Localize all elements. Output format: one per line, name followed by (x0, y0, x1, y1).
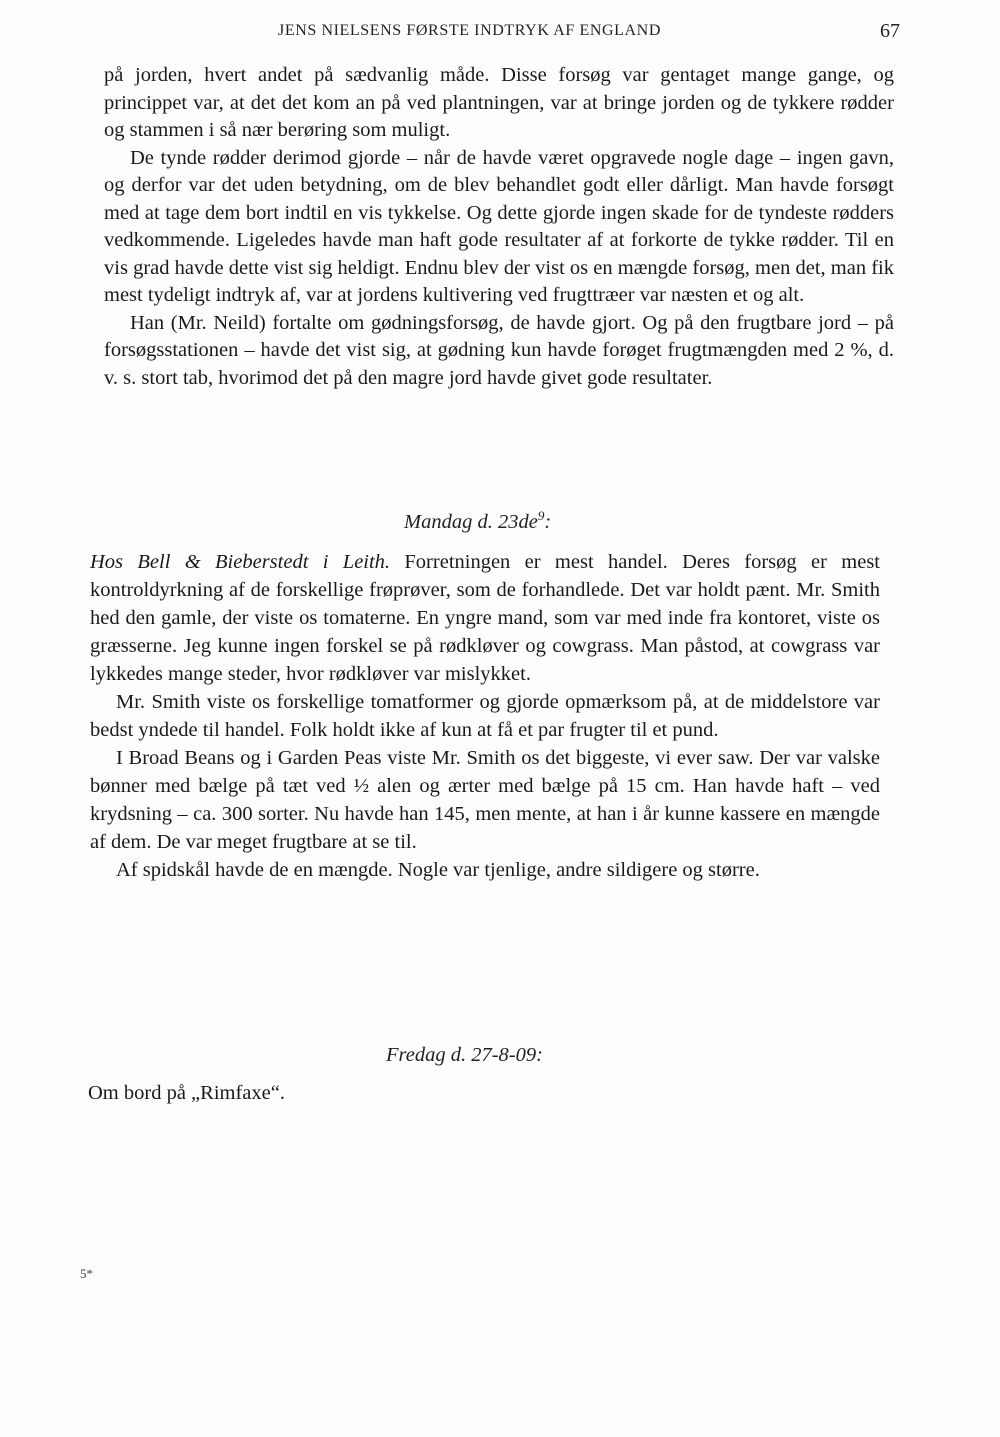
paragraph-tomatoes: Mr. Smith viste os forskellige tomatformer og gjorde opmærksom på, at de middelstore var bedst yndede til handel. Folk holdt ikke af kun at få et par frugter til et pund. (90, 691, 880, 741)
dateline-monday-text: Mandag d. 23de (404, 510, 538, 533)
dateline-monday-sup: 9 (537, 508, 545, 523)
dateline-monday-suffix: : (544, 510, 552, 533)
running-title: JENS NIELSENS FØRSTE INDTRYK AF ENGLAND (278, 22, 661, 39)
dateline-monday (404, 508, 551, 534)
paragraph-cabbage: Af spidskål havde de en mængde. Nogle var tjenlige, andre sildigere og større. (116, 859, 760, 881)
page-number: 67 (880, 20, 900, 42)
paragraph-lead-italic: Hos Bell & Bieberstedt i Leith. (90, 551, 391, 573)
paragraph-lead-rest: Forretningen er mest handel. Deres forsøg er mest kontroldyrkning af de forskellige frøprøver, som de forhandlede. Det var holdt pænt. Mr. Smith hed den gamle, der viste os tomaterne. En yngre mand, som var med inde fra kontoret, viste os græsserne. Jeg kunne ingen forskel se på rødkløver og cowgrass. Man påstod, at cowgrass var lykkedes mange steder, hvor rødkløver var mislykket. (90, 551, 880, 685)
paragraph-bell-bieberstedt (90, 548, 880, 688)
section-two-text (90, 548, 880, 884)
section-one-text (104, 62, 894, 392)
paragraph-fertilizer: Han (Mr. Neild) fortalte om gødningsforsøg, de havde gjort. Og på den frugtbare jord – på forsøgsstationen – havde det vist sig, at gødning kun havde forøget frugtmængden med 2 %, d. v. s. stort tab, hvorimod det på den magre jord havde givet gode resultater. (104, 311, 894, 389)
paragraph-roots: De tynde rødder derimod gjorde – når de havde været opgravede nogle dage – ingen gavn, og derfor var det uden betydning, om de blev behandlet godt eller dårligt. Man havde forsøgt med at tage dem bort indtil en vis tykkelse. Og dette gjorde ingen skade for de tyndeste rødders vedkommende. Ligeledes havde man haft gode resultater af at forkorte de tykke rødder. Til en vis grad havde dette vist sig heldigt. Endnu blev der vist os en mængde forsøg, men det, man fik mest tydeligt indtryk af, var at jordens kultivering ved frugttræer var næsten et og alt. (104, 146, 894, 306)
running-head (100, 20, 900, 46)
paragraph-continuation: på jorden, hvert andet på sædvanlig måde. Disse forsøg var gentaget mange gange, og princippet var, at det det kom an på ved plantningen, var at bringe jorden og de tykkere rødder og stammen i så nær berøring som muligt. (104, 64, 894, 141)
dateline-friday: Fredag d. 27-8-09: (386, 1044, 543, 1066)
paragraph-beans-peas: I Broad Beans og i Garden Peas viste Mr. Smith os det biggeste, vi ever saw. Der var valske bønner med bælge på tæt ved ½ alen og ærter med bælge på 15 cm. Han havde haft – ved krydsning – ca. 300 sorter. Nu havde han 145, men mente, at han i år kunne kassere en mængde af dem. De var meget frugtbare at se til. (90, 747, 880, 853)
signature-mark: 5* (80, 1266, 93, 1281)
closing-line: Om bord på „Rimfaxe“. (88, 1082, 285, 1104)
